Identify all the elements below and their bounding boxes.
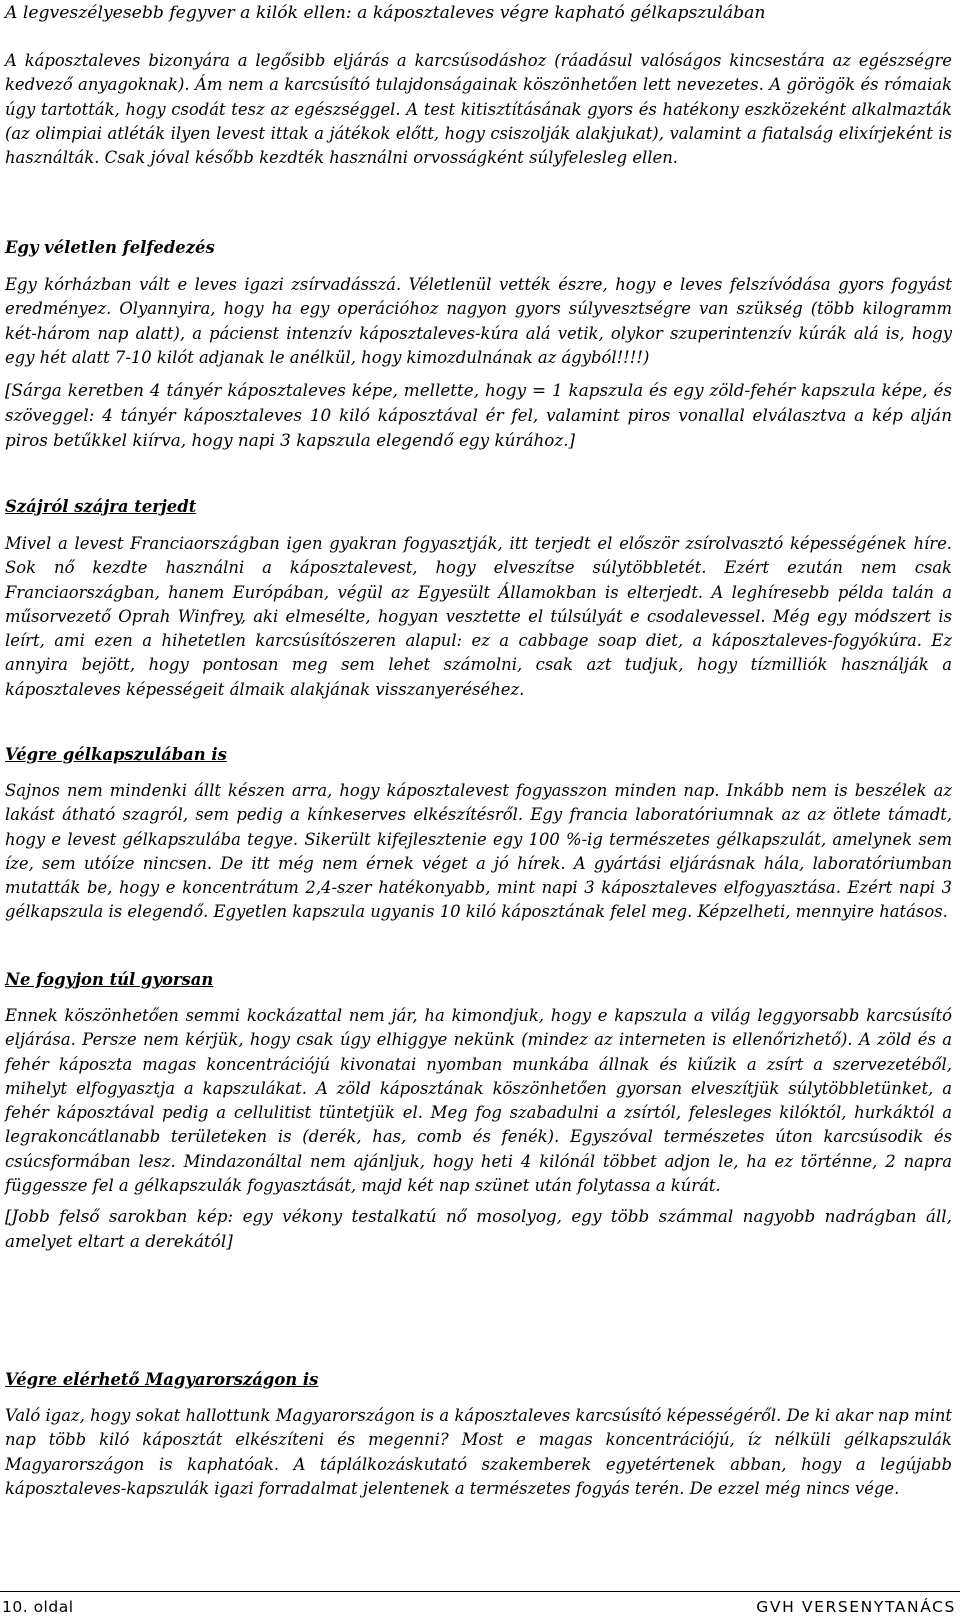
section-heading: Egy véletlen felfedezés: [5, 238, 215, 257]
section-ne-fogyjon: [5, 968, 952, 992]
section-ne-fogyjon-note: [5, 1204, 952, 1254]
section-paragraph: Való igaz, hogy sokat hallottunk Magyarországon is a káposztaleves karcsúsító képességéről. De ki akar nap mint nap több kiló káposztát elkészíteni és megenni? Most e magas koncentrációjú, íz nélküli gélkapszulák Magyarországon is kaphatóak. A táplálkozáskutató szakemberek egyetértenek abban, hogy a legújabb káposztaleves-kapszulák igazi forradalmat jelentenek a természetes fogyás terén. De ezzel még nincs vége.: [5, 1406, 952, 1498]
footer-rule: [0, 1591, 960, 1592]
section-szajrol-body: [5, 532, 952, 702]
image-note-paragraph: [Jobb felső sarokban kép: egy vékony testalkatú nő mosolyog, egy több számmal nagyobb nadrágban áll, amelyet eltart a derekától]: [5, 1206, 952, 1251]
section-szajrol: [5, 495, 952, 519]
section-heading: Szájról szájra terjedt: [5, 497, 197, 516]
section-heading: Ne fogyjon túl gyorsan: [5, 970, 214, 989]
page-number: 10. oldal: [2, 1598, 74, 1616]
section-paragraph: Sajnos nem mindenki állt készen arra, hogy káposztalevest fogyasszon minden nap. Inkább nem is beszélek az lakást átható szagról, sem pedig a kínkeserves elkészítésről. Egy francia laboratóriumnak az az ötlete támadt, hogy e levest gélkapszulába tegye. Sikerült kifejlesztenie egy 100 %-ig természetes gélkapszulát, amelynek sem íze, sem utóíze nincsen. De itt még nem érnek véget a jó hírek. A gyártási eljárásnak hála, laboratóriumban mutatták be, hogy e koncentrátum 2,4-szer hatékonyabb, mint napi 3 káposztaleves elfogyasztása. Ezért napi 3 gélkapszula is elegendő. Egyetlen kapszula ugyanis 10 kiló káposztának felel meg. Képzelheti, mennyire hatásos.: [5, 781, 952, 922]
section-paragraph: Egy kórházban vált e leves igazi zsírvadásszá. Véletlenül vették észre, hogy e leves felszívódása gyors fogyást eredményez. Olyannyira, hogy ha egy operációhoz nagyon gyors súlyvesztségre van szükség (több kilogramm két-három nap alatt), a pácienst intenzív káposztaleves-kúra alá vetik, olykor szuperintenzív kúrák alá is, hogy egy hét alatt 7-10 kilót adjanak le anélkül, hogy kimozdulnának az ágyból!!!!): [5, 275, 952, 367]
image-note-paragraph: [Sárga keretben 4 tányér káposztaleves képe, mellette, hogy = 1 kapszula és egy zöld-fehér kapszula képe, és szöveggel: 4 tányér káposztaleves 10 kiló káposztával ér fel, valamint piros vonallal elválasztva a kép alján piros betűkkel kiírva, hogy napi 3 kapszula elegendő egy kúrához.]: [5, 380, 952, 450]
section-heading: Végre gélkapszulában is: [5, 745, 227, 764]
section-heading: Végre elérhető Magyarországon is: [5, 1370, 319, 1389]
intro-block: [5, 49, 952, 170]
article-title: A legveszélyesebb fegyver a kilók ellen: a káposztaleves végre kapható gélkapszulában: [5, 3, 766, 23]
section-magyarorszag: [5, 1368, 952, 1392]
section-veletlen-note: [5, 378, 952, 453]
section-veletlen-body: [5, 273, 952, 370]
section-ne-fogyjon-body: [5, 1004, 952, 1198]
section-gelkapszula: [5, 743, 952, 767]
section-gelkapszula-body: [5, 779, 952, 925]
footer-publisher: GVH VERSENYTANÁCS: [756, 1598, 956, 1616]
section-paragraph: Ennek köszönhetően semmi kockázattal nem jár, ha kimondjuk, hogy e kapszula a világ leggyorsabb karcsúsító eljárása. Persze nem kérjük, hogy csak úgy elhiggye nekünk (mindez az interneten is ellenőrizhető). A zöld és a fehér káposzta magas koncentrációjú kivonatai nyomban munkába állnak és kiűzik a zsírt a szervezetéből, mihelyt elfogyasztja a kapszulákat. A zöld káposztának köszönhetően gyorsan elveszítjük súlytöbbletünket, a fehér káposztával pedig a cellulitist tüntetjük el. Meg fog szabadulni a zsírtól, felesleges kilóktól, hurkáktól a legrakoncátlanabb területeken is (derék, has, comb és fenék). Egyszóval természetes úton karcsúsodik és csúcsformában lesz. Mindazonáltal nem ajánljuk, hogy heti 4 kilónál többet adjon le, ha ez történne, 2 napra függessze fel a gélkapszulák fogyasztását, majd két nap szünet után folytassa a kúrát.: [5, 1006, 952, 1196]
section-magyarorszag-body: [5, 1404, 952, 1501]
section-veletlen: [5, 236, 952, 260]
intro-paragraph: A káposztaleves bizonyára a legősibb eljárás a karcsúsodáshoz (ráadásul valóságos kincsestára az egészségre kedvező anyagoknak). Ám nem a karcsúsító tulajdonságainak köszönhetően lett nevezetes. A görögök és rómaiak úgy tartották, hogy csodát tesz az egészséggel. A test kitisztításának gyors és hatékony eszközeként alkalmazták (az olimpiai atléták ilyen levest ittak a játékok előtt, hogy csiszolják alakjukat), valamint a fiatalság elixírjeként is használták. Csak jóval később kezdték használni orvosságként súlyfelesleg ellen.: [5, 51, 952, 168]
section-paragraph: Mivel a levest Franciaországban igen gyakran fogyasztják, itt terjedt el először zsírolvasztó képességének híre. Sok nő kezdte használni a káposztalevest, hogy elveszítse súlytöbbletét. Ezért ezután nem csak Franciaországban, hanem Európában, végül az Egyesült Államokban is elterjedt. A leghíresebb példa talán a műsorvezető Oprah Winfrey, aki elmesélte, hogyan vesztette el túlsúlyát e csodalevessel. Még egy módszert is leírt, ami ezen a hihetetlen karcsúsítószeren alapul: ez a cabbage soap diet, a káposztaleves-fogyókúra. Ez annyira bejött, hogy pontosan meg sem lehet számolni, csak azt tudjuk, hogy tízmilliók használják a káposztaleves képességeit álmaik alakjának visszanyeréséhez.: [5, 534, 952, 699]
